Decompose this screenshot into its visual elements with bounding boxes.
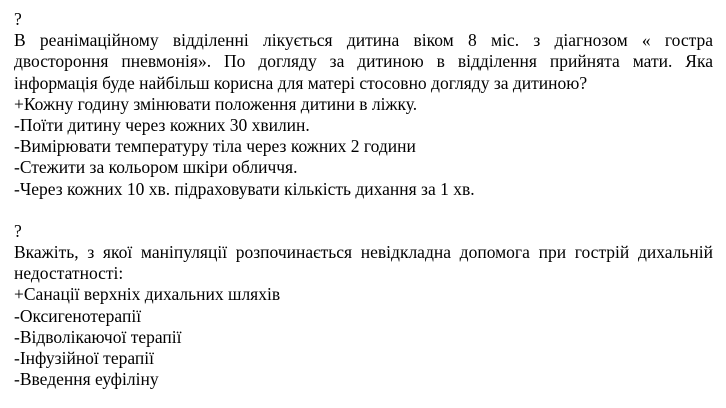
answer-prefix: - bbox=[14, 136, 20, 157]
question-text-line: В реанімаційному відділенні лікується дитина віком 8 міс. з діагнозом « гостра bbox=[14, 30, 713, 51]
answer-text: Введення еуфіліну bbox=[19, 369, 159, 390]
answer-prefix: + bbox=[14, 93, 24, 114]
answer-line bbox=[14, 136, 713, 157]
answer-text: Кожну годину змінювати положення дитини в ліжку. bbox=[23, 93, 418, 114]
answer-line bbox=[14, 179, 713, 200]
answer-line bbox=[14, 369, 713, 390]
answer-line bbox=[14, 157, 713, 178]
answer-line bbox=[14, 94, 713, 115]
question-text-line: інформація буде найбільш корисна для матері стосовно догляду за дитиною? bbox=[14, 72, 588, 93]
answer-text: Відволікаючої терапії bbox=[19, 326, 182, 347]
question-text-line: двостороння пневмонія». По догляду за дитиною в відділення прийнята мати. Яка bbox=[14, 51, 713, 72]
question-block bbox=[14, 9, 713, 200]
question-text-line: недостатності: bbox=[14, 263, 124, 284]
answer-text: Оксигенотерапії bbox=[19, 305, 142, 326]
question-marker: ? bbox=[14, 220, 22, 241]
answer-prefix: - bbox=[14, 157, 20, 178]
answer-prefix: + bbox=[14, 284, 24, 305]
blank-line bbox=[14, 200, 713, 221]
answer-text: Через кожних 10 хв. підраховувати кількість дихання за 1 хв. bbox=[19, 178, 475, 199]
answer-text: Санації верхніх дихальних шляхів bbox=[23, 284, 281, 305]
answer-line bbox=[14, 348, 713, 369]
answer-prefix: - bbox=[14, 305, 20, 326]
question-marker: ? bbox=[14, 9, 22, 29]
answer-prefix: - bbox=[14, 178, 20, 199]
answer-line bbox=[14, 115, 713, 136]
answer-text: Інфузійної терапії bbox=[19, 348, 154, 368]
answer-prefix: - bbox=[14, 326, 20, 347]
answer-text: Поїти дитину через кожних 30 хвилин. bbox=[19, 114, 310, 135]
answer-text: Стежити за кольором шкіри обличчя. bbox=[19, 157, 298, 178]
answer-prefix: - bbox=[14, 114, 20, 135]
question-text-line: Вкажіть, з якої маніпуляції розпочинається невідкладна допомога при гострій дихальній bbox=[14, 242, 713, 263]
answer-line bbox=[14, 327, 713, 348]
question-block bbox=[14, 221, 713, 391]
answer-prefix: - bbox=[14, 348, 20, 368]
answer-prefix: - bbox=[14, 369, 20, 390]
answer-line bbox=[14, 306, 713, 327]
answer-text: Вимірювати температуру тіла через кожних 2 години bbox=[19, 136, 416, 157]
answer-line bbox=[14, 284, 713, 305]
